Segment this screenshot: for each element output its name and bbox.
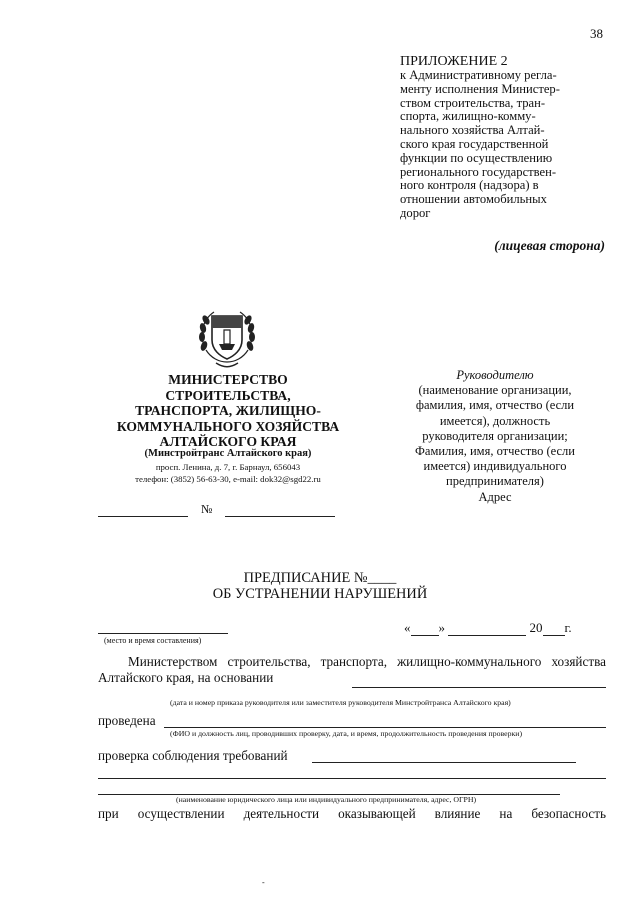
- ministry-line: МИНИСТЕРСТВО: [168, 372, 288, 387]
- ministry-line: КОММУНАЛЬНОГО ХОЗЯЙСТВА: [116, 418, 340, 434]
- appendix-line: дорог: [400, 205, 431, 220]
- recipient-line: имеется) индивидуального: [423, 459, 567, 474]
- appendix-line: регионального государствен-: [400, 164, 557, 179]
- recipient-line: предпринимателя): [446, 474, 544, 489]
- appendix-line: функции по осуществлению: [400, 150, 553, 165]
- appendix-line: менту исполнения Министер-: [400, 81, 560, 96]
- basis-paragraph: Министерством строительства, транспорта, жилищно-коммунального хозяйства Алтайского края, на основании: [98, 654, 606, 685]
- side-tag: (лицевая сторона): [494, 238, 605, 253]
- appendix-block: [400, 54, 610, 221]
- check-line-2: [98, 778, 606, 779]
- date-field: [404, 620, 572, 636]
- month-blank: [448, 623, 526, 636]
- date-blank: [98, 506, 188, 517]
- document-number-line: [98, 502, 335, 517]
- appendix-line: ского края государственной: [400, 136, 549, 151]
- order-caption: (дата и номер приказа руководителя или заместителя руководителя Минстройтранса Алтайского края): [170, 698, 511, 707]
- ministry-name: [92, 372, 364, 450]
- year-suffix: г.: [564, 620, 572, 635]
- place-time-line: [98, 633, 228, 634]
- recipient-line: имеется), должность: [439, 413, 551, 428]
- order-title-line1: ПРЕДПИСАНИЕ №____: [243, 570, 397, 586]
- appendix-heading: ПРИЛОЖЕНИЕ 2: [400, 54, 508, 69]
- ministry-contacts: телефон: (3852) 56-63-30, e-mail: dok32@sgd22.ru: [135, 474, 321, 484]
- recipient-line: руководителя организации;: [422, 428, 568, 443]
- ministry-address: просп. Ленина, д. 7, г. Барнаул, 656043: [155, 462, 301, 472]
- order-title: [150, 570, 490, 602]
- year-prefix: 20: [529, 620, 543, 635]
- entity-caption: (наименование юридического лица или индивидуального предпринимателя, адрес, ОГРН): [176, 795, 477, 804]
- ministry-short-name: (Минстройтранс Алтайского края): [144, 448, 312, 459]
- number-sign: №: [201, 502, 213, 516]
- check-label: проверка соблюдения требований: [98, 748, 288, 763]
- body-text-line: при осуществлении деятельности оказывающей влияние на безопасность: [98, 806, 606, 821]
- appendix-line: спорта, жилищно-комму-: [400, 109, 536, 124]
- place-time-caption: (место и время составления): [104, 636, 202, 645]
- check-line-1: [312, 762, 576, 763]
- page-number: 38: [590, 26, 603, 41]
- order-basis-line: [352, 687, 606, 688]
- appendix-line: нального хозяйства Алтай-: [400, 123, 545, 138]
- number-blank: [225, 506, 335, 517]
- recipient-address-label: Адрес: [478, 489, 512, 504]
- coat-of-arms-emblem: [194, 306, 260, 372]
- quote-close: »: [438, 620, 445, 635]
- conducted-label: проведена: [98, 713, 156, 728]
- recipient-block: [380, 368, 610, 505]
- appendix-line: ного контроля (надзора) в: [400, 178, 539, 193]
- recipient-line: фамилия, имя, отчество (если: [415, 398, 575, 413]
- recipient-title: Руководителю: [456, 368, 534, 382]
- appendix-line: ством строительства, тран-: [400, 95, 546, 110]
- year-blank: [543, 623, 565, 636]
- ministry-line: АЛТАЙСКОГО КРАЯ: [159, 434, 297, 450]
- ministry-line: СТРОИТЕЛЬСТВА,: [165, 387, 291, 403]
- appendix-line: отношении автомобильных: [400, 192, 547, 207]
- order-title-line2: ОБ УСТРАНЕНИИ НАРУШЕНИЙ: [212, 586, 428, 602]
- recipient-line: (наименование организации,: [418, 383, 572, 398]
- quote-open: «: [404, 620, 411, 635]
- persons-caption: (ФИО и должность лиц, проводивших проверку, дата, и время, продолжительность проведения проверки): [170, 729, 523, 738]
- appendix-line: к Административному регла-: [400, 68, 557, 82]
- footer-tick: -: [262, 878, 265, 887]
- day-blank: [411, 623, 439, 636]
- ministry-line: ТРАНСПОРТА, ЖИЛИЩНО-: [135, 403, 321, 419]
- conducted-line: [164, 727, 606, 728]
- recipient-line: Фамилия, имя, отчество (если: [415, 444, 575, 459]
